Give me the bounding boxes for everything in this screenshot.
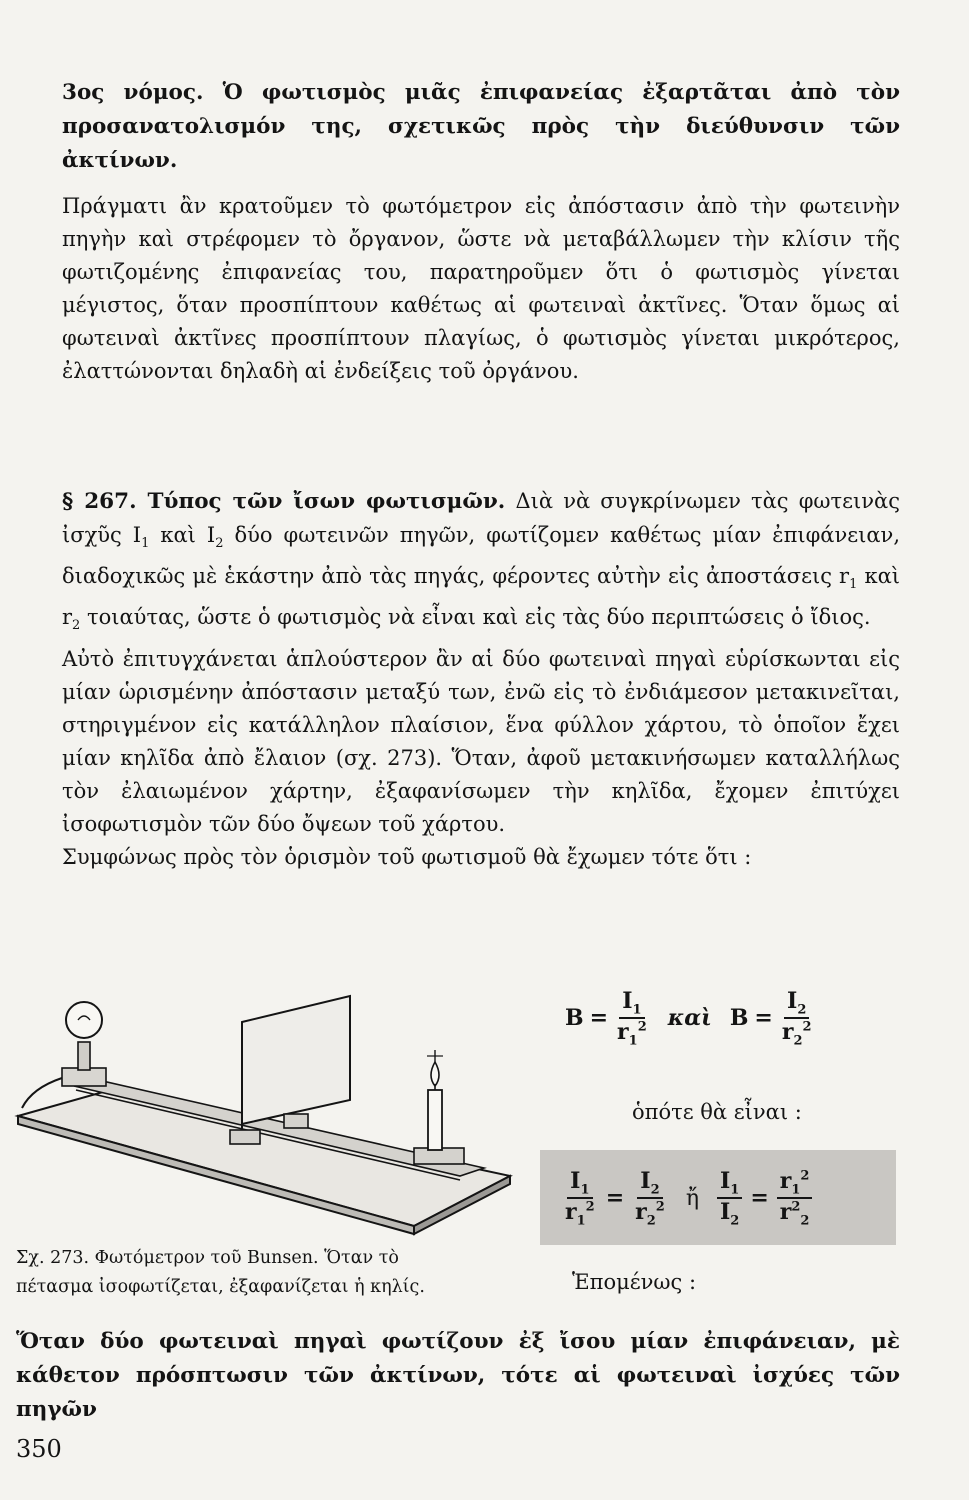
section-intro-c: δύο φωτεινῶν πηγῶν, φωτίζομεν καθέτως μίαν ἐπιφάνειαν, διαδοχικῶς μὲ ἑκάστην ἀπὸ τὰς πηγάς, φέροντες αὐτὴν εἰς ἀποστάσεις r bbox=[62, 523, 900, 589]
caption-line-2: πέτασμα ἰσοφωτίζεται, ἐξαφανίζεται ἡ κηλίς. bbox=[16, 1277, 425, 1297]
figure-caption bbox=[16, 1244, 516, 1302]
section-intro-e: τοιαύτας, ὥστε ὁ φωτισμὸς νὰ εἶναι καὶ εἰς τὰς δύο περιπτώσεις ὁ ἴδιος. bbox=[80, 605, 871, 630]
formula-line-1 bbox=[565, 988, 815, 1049]
caption-line-1: Σχ. 273. Φωτόμετρον τοῦ Bunsen. Ὅταν τὸ bbox=[16, 1248, 399, 1268]
bunsen-photometer-figure bbox=[14, 990, 514, 1240]
fraction-i1-i2: $\frac{I_1}{I_2}$ bbox=[717, 1168, 742, 1229]
law-title: 3ος νόμος. Ὁ φωτισμὸς μιᾶς ἐπιφανείας ἐξαρτᾶται ἀπὸ τὸν προσανατολισμόν της, σχετικῶς πρὸς τὴν διεύθυνσιν τῶν ἀκτίνων. bbox=[62, 80, 900, 173]
sub-2: 2 bbox=[215, 536, 224, 552]
equals-sign-4: = bbox=[750, 1185, 769, 1212]
paragraph-1: Πράγματι ἂν κρατοῦμεν τὸ φωτόμετρον εἰς ἀπόστασιν ἀπὸ τὴν φωτεινὴν πηγὴν καὶ στρέφομεν τὸ ὄργανον, ὥστε νὰ μεταβάλλωμεν τὴν κλίσιν τῆς φωτιζομένης ἐπιφανείας του, παρατηροῦμεν ὅτι ὁ φωτισμὸς γίνεται μέγιστος, ὅταν προσπίπτουν καθέτως αἱ φωτειναὶ ἀκτῖνες. Ὅταν ὅμως αἱ φωτειναὶ ἀκτῖνες προσπίπτουν πλαγίως, ὁ φωτισμὸς γίνεται μικρότερος, ἐλαττώνονται δηλαδὴ αἱ ἐνδείξεις τοῦ ὀργάνου. bbox=[62, 194, 900, 383]
equals-sign: = bbox=[589, 1005, 609, 1032]
kai-word: καὶ bbox=[667, 1005, 712, 1032]
therefore-label: Ἑπομένως : bbox=[572, 1270, 697, 1294]
conclusion-block bbox=[16, 1325, 900, 1427]
fraction-i2-r2sq: $\frac{I_2}{r_2^2}$ bbox=[635, 1168, 665, 1229]
photometer-screen bbox=[242, 996, 350, 1124]
power-cord bbox=[22, 1078, 62, 1108]
candle bbox=[428, 1090, 442, 1150]
candle-flame-icon bbox=[431, 1062, 439, 1086]
or-word: ἤ bbox=[685, 1185, 699, 1211]
section-intro-b: καὶ I bbox=[149, 523, 216, 547]
equals-sign-3: = bbox=[605, 1185, 625, 1212]
section-intro-d: καὶ r bbox=[62, 564, 900, 630]
section-intro bbox=[62, 485, 900, 643]
fraction-r1sq-r2sq: $\frac{r_1^2}{r^2_2}$ bbox=[777, 1168, 813, 1229]
equals-sign-2: = bbox=[754, 1005, 773, 1032]
paragraph-1-block bbox=[62, 190, 900, 388]
fraction-i1-r1: $\frac{I_1}{r_1^2}$ bbox=[617, 988, 647, 1049]
sub-1: 1 bbox=[141, 536, 150, 552]
light-bulb-icon bbox=[66, 1002, 102, 1038]
b-symbol-2: B bbox=[729, 1005, 749, 1032]
b-symbol: B bbox=[565, 1005, 584, 1032]
fraction-i2-r2: $\frac{I_2}{r_2^2}$ bbox=[781, 988, 812, 1049]
formula-box bbox=[540, 1150, 896, 1245]
law-block bbox=[62, 76, 900, 178]
section-intro-a: Διὰ νὰ συγκρίνωμεν τὰς φωτεινὰς ἰσχῦς I bbox=[62, 489, 900, 547]
sub-3: 1 bbox=[849, 577, 858, 593]
fraction-i1-r1sq: $\frac{I_1}{r_1^2}$ bbox=[565, 1168, 595, 1229]
paragraph-2: Αὐτὸ ἐπιτυγχάνεται ἁπλούστερον ἂν αἱ δύο φωτειναὶ πηγαὶ εὑρίσκωνται εἰς μίαν ὡρισμένην ἀπόστασιν μεταξύ των, ἐνῶ εἰς τὸ ἐνδιάμεσον μετακινεῖται, στηριγμένον εἰς κατάλληλον πλαίσιον, ἕνα φύλλον χάρτου, τὸ ὁποῖον ἔχει μίαν κηλῖδα ἀπὸ ἔλαιον (σχ. 273). Ὅταν, ἀφοῦ μετακινήσωμεν καταλλήλως τὸν ἐλαιωμένον χάρτην, ἐξαφανίσωμεν τὴν κηλῖδα, ἔχομεν ἐπιτύχει ἰσοφωτισμὸν τῶν δύο ὄψεων τοῦ χάρτου. bbox=[62, 646, 900, 836]
sub-4: 2 bbox=[72, 618, 81, 634]
page-number: 350 bbox=[16, 1435, 62, 1463]
section-heading: § 267. Τύπος τῶν ἴσων φωτισμῶν. bbox=[62, 489, 506, 514]
formula-line-2 bbox=[562, 1168, 812, 1229]
conclusion-text: Ὅταν δύο φωτειναὶ πηγαὶ φωτίζουν ἐξ ἴσου μίαν ἐπιφάνειαν, μὲ κάθετον πρόσπτωσιν τῶν ἀκτίνων, τότε αἱ φωτειναὶ ἰσχύες τῶν πηγῶν bbox=[16, 1329, 900, 1422]
section-267-block bbox=[62, 485, 900, 874]
paragraph-3: Συμφώνως πρὸς τὸν ὁρισμὸν τοῦ φωτισμοῦ θὰ ἔχωμεν τότε ὅτι : bbox=[62, 844, 752, 869]
then-label: ὁπότε θὰ εἶναι : bbox=[632, 1100, 802, 1124]
